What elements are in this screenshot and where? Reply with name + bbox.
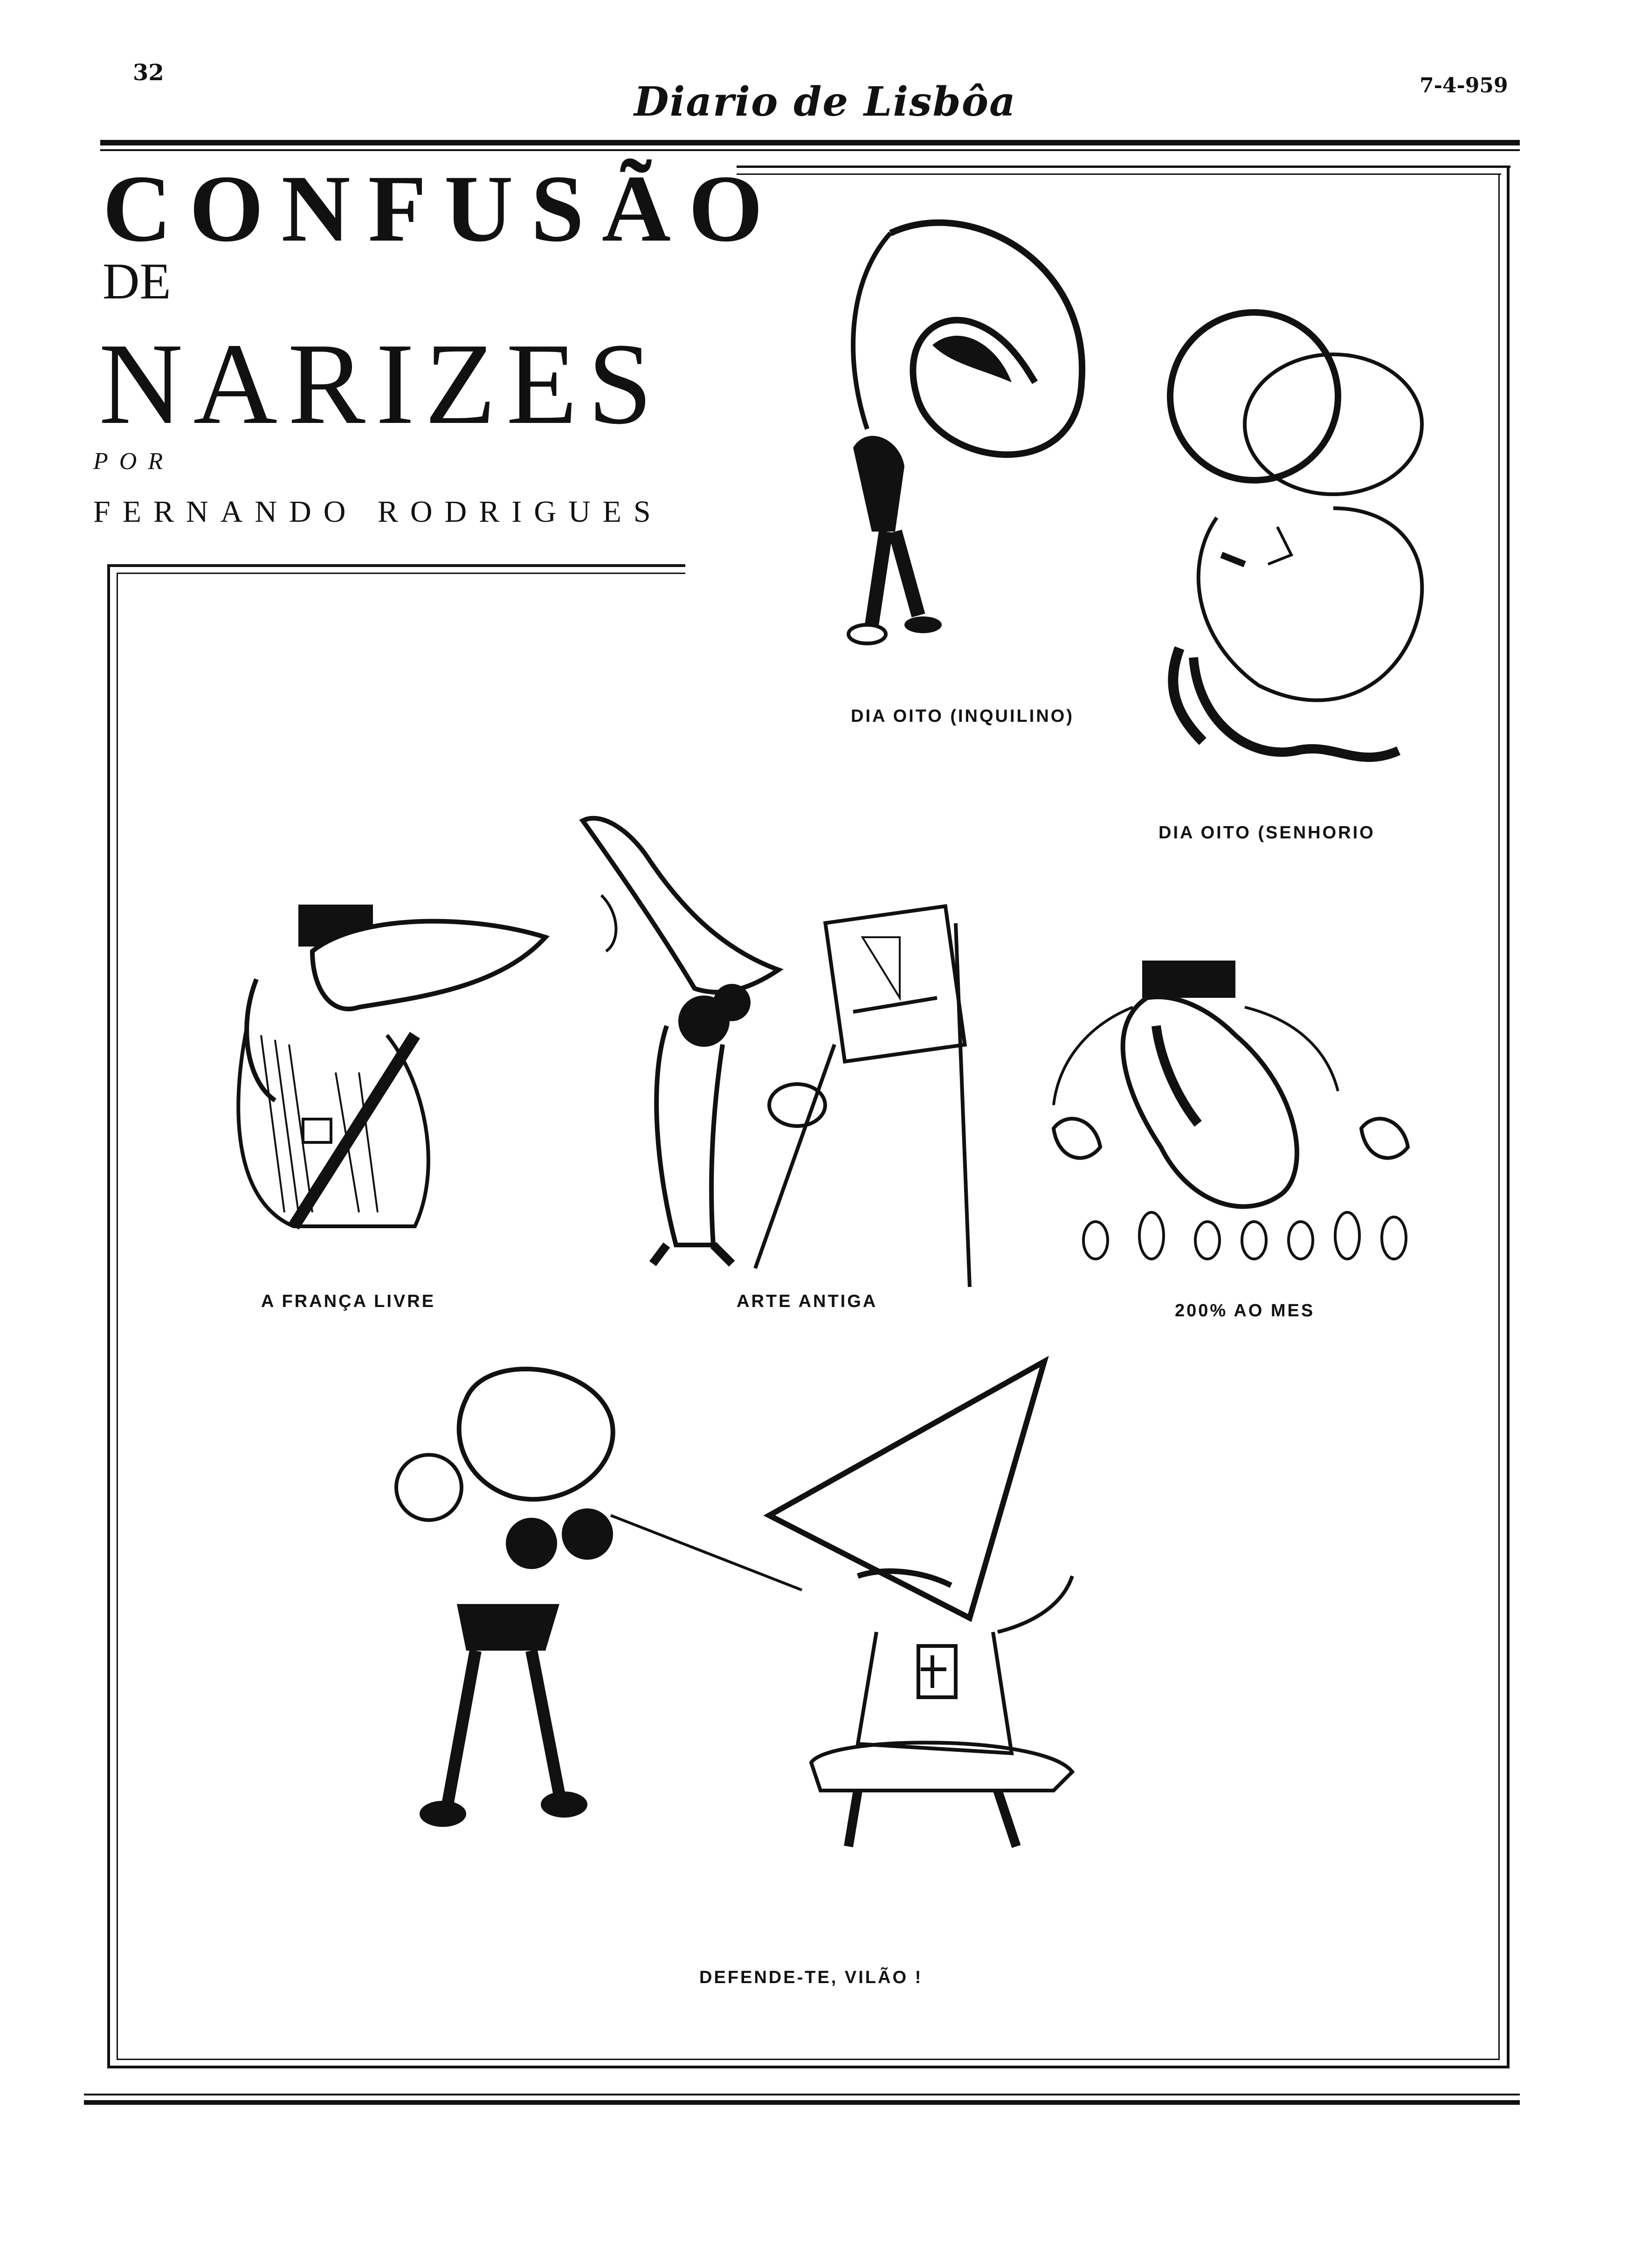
caption-landlord: DIA OITO (SENHORIO: [1158, 823, 1375, 843]
article-title-narizes: NARIZES: [99, 319, 663, 449]
masthead: Diario de Lisbôa: [634, 78, 1016, 125]
article-title-de: DE: [103, 253, 171, 310]
byline-prefix: POR: [93, 448, 174, 475]
bottom-rule-thin: [84, 2094, 1520, 2095]
painter-nose-figure-icon: [573, 802, 974, 1296]
page-number: 32: [133, 60, 164, 86]
caption-franca-livre: A FRANÇA LIVRE: [261, 1292, 436, 1311]
landlord-nose-figure-icon: [1138, 303, 1473, 807]
article-title: CONFUSÃO: [103, 156, 781, 262]
issue-date: 7-4-959: [1420, 74, 1508, 97]
author-name: FERNANDO RODRIGUES: [93, 495, 663, 529]
top-rule-thin: [100, 149, 1520, 151]
soldier-nose-figure-icon: [219, 886, 555, 1259]
moneylender-nose-figure-icon: [1040, 951, 1450, 1278]
caption-arte-antiga: ARTE ANTIGA: [737, 1292, 878, 1311]
top-rule-thick: [100, 140, 1520, 145]
caption-defende-te: DEFENDE-TE, VILÃO !: [699, 1968, 923, 1987]
bottom-rule-thick: [84, 2100, 1520, 2105]
fencing-boxing-noses-icon: [392, 1343, 1165, 1865]
caption-tenant: DIA OITO (INQUILINO): [851, 706, 1074, 726]
tenant-nose-figure-icon: [793, 205, 1110, 699]
caption-200-ao-mes: 200% AO MES: [1175, 1301, 1315, 1321]
